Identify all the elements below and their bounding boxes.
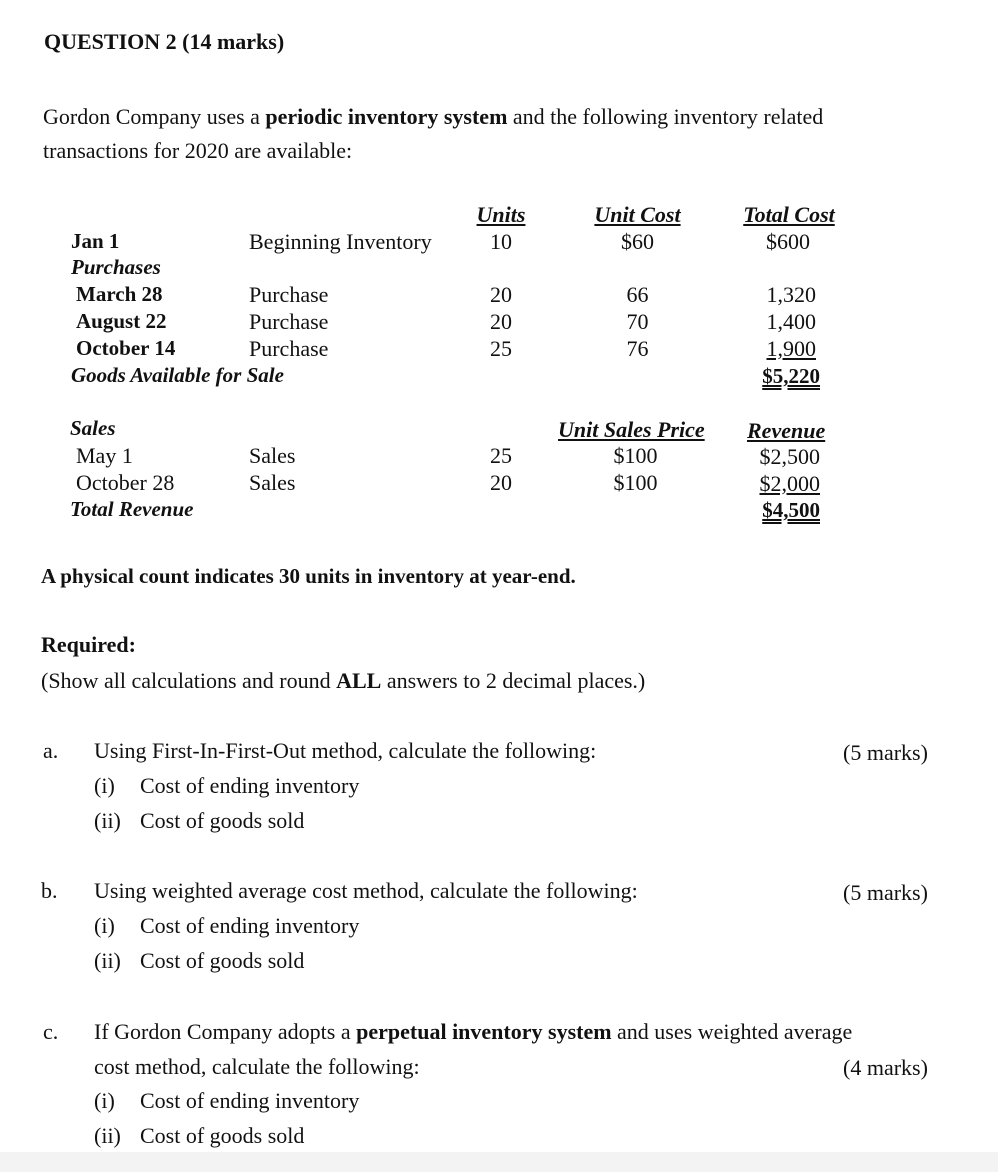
beginning-total-cost: $600 [766, 229, 810, 254]
sub-item-number: (i) [94, 1088, 115, 1113]
total-revenue-label: Total Revenue [70, 497, 194, 521]
part-instruction: Using First-In-First-Out method, calculate the following: [94, 738, 597, 763]
sub-item-text: Cost of ending inventory [140, 1088, 360, 1113]
physical-count-statement: A physical count indicates 30 units in inventory at year-end. [41, 564, 576, 588]
part-letter: c. [43, 1019, 59, 1044]
part-letter: a. [43, 738, 59, 763]
sub-item-text: Cost of goods sold [140, 948, 305, 973]
intro-bold-term: periodic inventory system [265, 104, 508, 129]
beginning-desc: Beginning Inventory [249, 229, 432, 254]
sales-label: Sales [70, 416, 116, 440]
part-marks: (5 marks) [843, 880, 928, 905]
sub-item-number: (i) [94, 913, 115, 938]
part-marks: (4 marks) [843, 1055, 928, 1080]
required-label: Required: [41, 632, 136, 657]
bottom-shade [0, 1152, 998, 1172]
purchase-row-total-cost: 1,400 [766, 309, 816, 334]
part-instruction: Using weighted average cost method, calculate the following: [94, 878, 638, 903]
part-instruction [94, 1019, 852, 1045]
part-marks: (5 marks) [843, 740, 928, 765]
sales-row-units: 25 [490, 443, 512, 468]
purchase-row-unit-cost: 76 [626, 336, 649, 361]
part-letter: b. [41, 878, 58, 903]
sales-row-revenue: $2,500 [759, 444, 820, 469]
total-revenue-value: $4,500 [762, 498, 820, 522]
sales-row-units: 20 [490, 470, 512, 495]
purchase-row-unit-cost: 70 [626, 309, 649, 334]
sales-row-price: $100 [613, 470, 658, 495]
header-unit-sales-price: Unit Sales Price [558, 417, 705, 442]
part-c-bold-term: perpetual inventory system [356, 1019, 612, 1044]
purchase-row-total-cost: 1,900 [766, 336, 816, 361]
purchase-row-unit-cost: 66 [626, 282, 649, 307]
required-note-text-2: answers to 2 decimal places.) [381, 668, 646, 693]
sales-row-price: $100 [613, 443, 658, 468]
sub-item-number: (ii) [94, 948, 121, 973]
purchase-row-units: 20 [490, 309, 512, 334]
intro-text-1: Gordon Company uses a [43, 104, 266, 129]
intro-text-2: and the following inventory related [507, 104, 824, 129]
purchase-row-date: August 22 [76, 309, 167, 333]
purchase-row-desc: Purchase [249, 282, 329, 307]
purchase-row-units: 25 [490, 336, 512, 361]
required-note-text-1: (Show all calculations and round [41, 668, 337, 693]
part-c-text-2: and uses weighted average [611, 1019, 853, 1044]
purchase-row-units: 20 [490, 282, 512, 307]
sales-row-desc: Sales [249, 470, 296, 495]
sales-row-date: May 1 [76, 443, 133, 468]
sub-item-text: Cost of ending inventory [140, 913, 360, 938]
question-title: QUESTION 2 (14 marks) [44, 29, 285, 54]
beginning-unit-cost: $60 [621, 229, 654, 254]
purchases-label: Purchases [71, 255, 161, 279]
header-units: Units [476, 202, 526, 227]
purchase-row-desc: Purchase [249, 336, 329, 361]
sub-item-text: Cost of goods sold [140, 808, 305, 833]
sales-row-date: October 28 [76, 470, 175, 495]
purchase-row-total-cost: 1,320 [766, 282, 816, 307]
intro-paragraph [43, 100, 823, 168]
sub-item-text: Cost of ending inventory [140, 773, 360, 798]
header-unit-cost: Unit Cost [594, 202, 681, 227]
intro-text-line2: transactions for 2020 are available: [43, 138, 353, 163]
beginning-date: Jan 1 [71, 229, 120, 253]
sales-row-desc: Sales [249, 443, 296, 468]
goods-available-label: Goods Available for Sale [71, 363, 284, 387]
header-total-cost: Total Cost [743, 202, 835, 227]
purchase-row-date: October 14 [76, 336, 176, 360]
sub-item-text: Cost of goods sold [140, 1123, 305, 1148]
header-revenue: Revenue [747, 418, 826, 443]
sub-item-number: (ii) [94, 1123, 121, 1148]
required-note-bold: ALL [336, 668, 382, 693]
required-note [41, 668, 645, 694]
purchase-row-date: March 28 [76, 282, 163, 306]
sub-item-number: (ii) [94, 808, 121, 833]
goods-available-total: $5,220 [762, 364, 820, 388]
beginning-units: 10 [490, 229, 512, 254]
part-c-text-1: If Gordon Company adopts a [94, 1019, 357, 1044]
sales-row-revenue: $2,000 [759, 471, 820, 496]
part-c-instruction-line2: cost method, calculate the following: [94, 1054, 420, 1079]
sub-item-number: (i) [94, 773, 115, 798]
purchase-row-desc: Purchase [249, 309, 329, 334]
